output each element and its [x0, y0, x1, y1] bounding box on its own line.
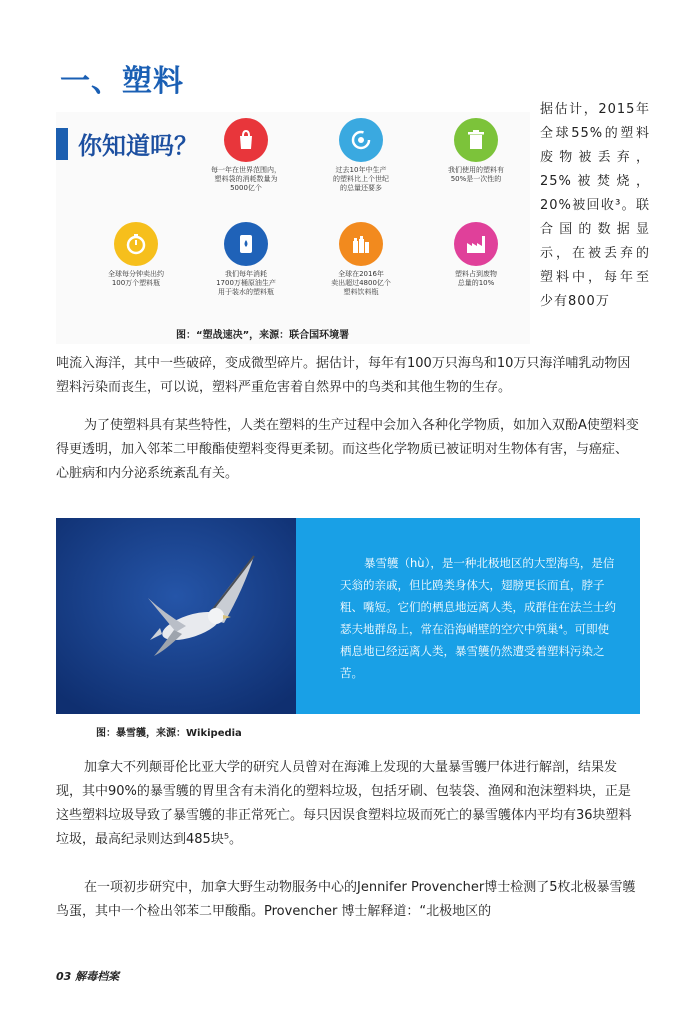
section-title: 一、塑料 [60, 64, 184, 99]
fulmar-photo [56, 518, 296, 714]
paragraph-3: 加拿大不列颠哥伦比亚大学的研究人员曾对在海滩上发现的大量暴雪鹱尸体进行解剖，结果发现，其中90%的暴雪鹱的胃里含有未消化的塑料垃圾，包括牙刷、包装袋、渔网和泡沫塑料块，正是这些塑料垃圾导致了暴雪鹱的非正常死亡。每只因误食塑料垃圾而死亡的暴雪鹱体内平均有36块塑料垃圾，最高纪录则达到485块⁵。 [56, 760, 632, 847]
info-item-production [311, 118, 411, 193]
fulmar-description: 暴雪鹱（hù），是一种北极地区的大型海鸟，是信天翁的亲戚，但比鸥类身体大，翅膀更长而直，脖子粗、嘴短。它们的栖息地远离人类，成群住在法兰士约瑟夫地群岛上，常在沿海峭壁的空穴中筑巢⁴。可即使栖息地已经远离人类，暴雪鹱仍然遭受着塑料污染之苦。 [296, 518, 640, 714]
info-item-waste-share [426, 222, 526, 288]
infographic [56, 112, 530, 344]
infographic-caption: 图：“塑战速决”，来源：联合国环境署 [176, 330, 350, 341]
info-caption-1: 每一年在世界范围内， 塑料袋的消耗数量为 5000亿个 [211, 166, 281, 192]
infographic-heading [56, 126, 198, 161]
info-item-single-use [426, 118, 526, 184]
infographic-heading-text: 你知道吗？ [78, 132, 198, 160]
info-caption-6: 全球在2016年 卖出超过4800亿个 塑料饮料瓶 [331, 270, 391, 296]
info-caption-3: 我们使用的塑料有 50%是一次性的 [448, 166, 504, 183]
trash-bin-icon [454, 118, 498, 162]
side-column-text [540, 98, 650, 314]
stopwatch-icon [114, 222, 158, 266]
page-footer: 03 解毒档案 [56, 970, 120, 983]
oil-barrel-icon [224, 222, 268, 266]
fulmar-caption: 图：暴雪鹱，来源：Wikipedia [96, 728, 242, 739]
info-item-bottles-per-minute [86, 222, 186, 288]
side-text: 据估计，2015年全球55%的塑料废物被丢弃，25%被焚烧，20%被回收³。联合国的数据显示，在被丢弃的塑料中，每年至少有800万 [540, 102, 650, 309]
paragraph-4: 在一项初步研究中，加拿大野生动物服务中心的Jennifer Provencher博士检测了5枚北极暴雪鹱鸟蛋，其中一个检出邻苯二甲酸酯。Provencher 博士解释道：“北极地区的 [56, 880, 636, 919]
info-item-plastic-bags [196, 118, 296, 193]
factory-icon [454, 222, 498, 266]
info-item-oil [196, 222, 296, 297]
paragraph-1: 吨流入海洋，其中一些破碎，变成微型碎片。据估计，每年有100万只海鸟和10万只海洋哺乳动物因塑料污染而丧生，可以说，塑料严重危害着自然界中的鸟类和其他生物的生存。 [56, 356, 631, 395]
info-caption-7: 塑料占到废物 总量的10% [455, 270, 497, 287]
heading-bar [56, 128, 68, 160]
info-item-drink-bottles [311, 222, 411, 297]
info-caption-2: 过去10年中生产 的塑料比上个世纪 的总量还要多 [333, 166, 389, 192]
info-caption-5: 我们每年消耗 1700万桶原油生产 用于装水的塑料瓶 [216, 270, 276, 296]
recycle-cycle-icon [339, 118, 383, 162]
info-caption-4: 全球每分钟卖出约 100万个塑料瓶 [108, 270, 164, 287]
bottles-icon [339, 222, 383, 266]
bird-panel [56, 518, 640, 714]
paragraph-2: 为了使塑料具有某些特性，人类在塑料的生产过程中会加入各种化学物质，如加入双酚A使塑料变得更透明，加入邻苯二甲酸酯使塑料变得更柔韧。而这些化学物质已被证明对生物体有害，与癌症、心脏病和内分泌系统紊乱有关。 [56, 418, 639, 481]
plastic-bag-icon [224, 118, 268, 162]
